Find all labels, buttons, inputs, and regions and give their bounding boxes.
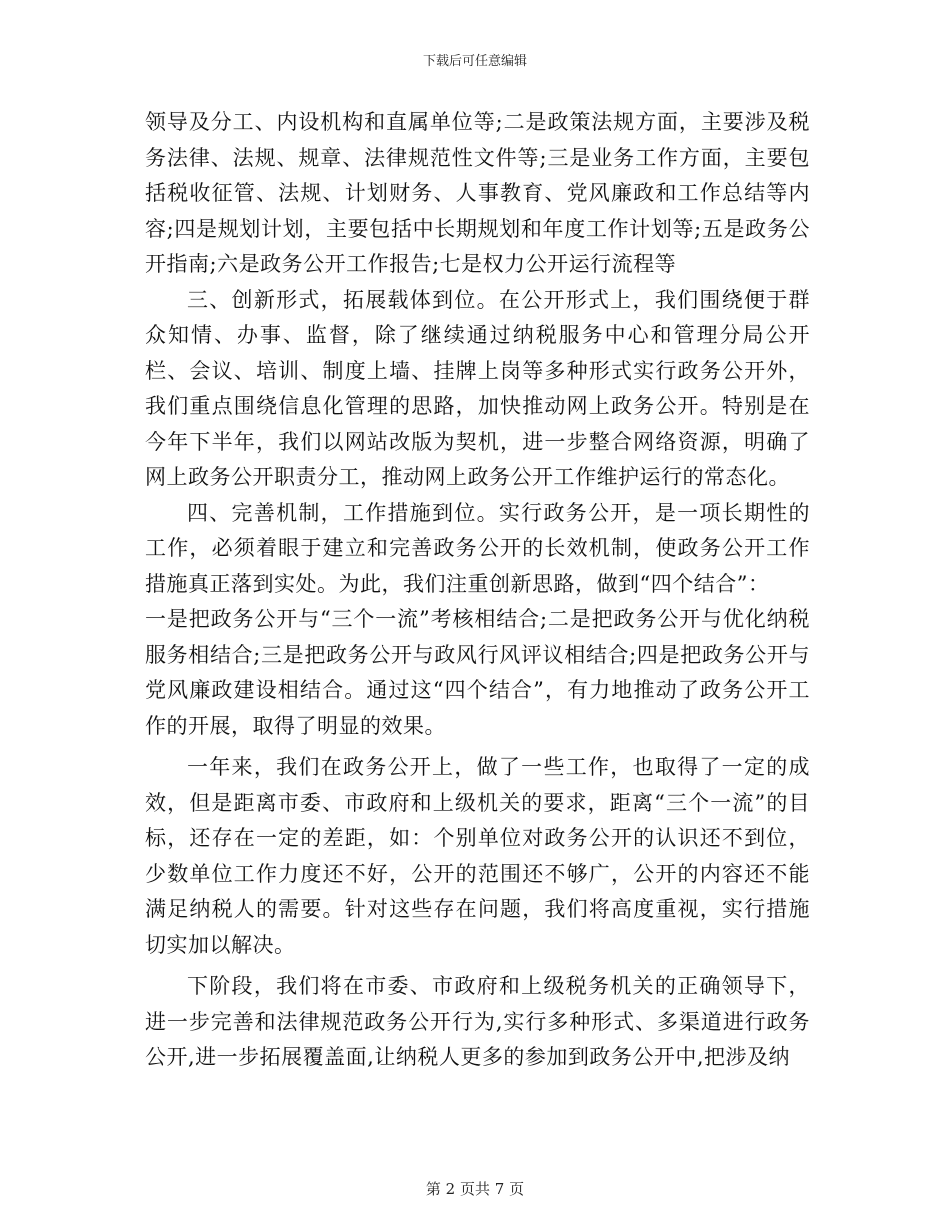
document-body [145, 105, 810, 1076]
paragraph-innovate-forms: 三、创新形式，拓展载体到位。在公开形式上，我们围绕便于群众知情、办事、监督，除了继续通过纳税服务中心和管理分局公开栏、会议、培训、制度上墙、挂牌上岗等多种形式实行政务公开外，我们重点围绕信息化管理的思路，加快推动网上政务公开。特别是在今年下半年，我们以网站改版为契机，进一步整合网络资源，明确了网上政务公开职责分工，推动网上政务公开工作维护运行的常态化。 [145, 287, 810, 489]
paragraph-next-stage: 下阶段，我们将在市委、市政府和上级税务机关的正确领导下，进一步完善和法律规范政务公开行为,实行多种形式、多渠道进行政务公开,进一步拓展覆盖面,让纳税人更多的参加到政务公开中,把涉及纳 [145, 974, 810, 1069]
page-header-note: 下载后可任意编辑 [422, 54, 527, 69]
paragraph-content-list-continued: 领导及分工、内设机构和直属单位等;二是政策法规方面，主要涉及税务法律、法规、规章、法律规范性文件等;三是业务工作方面，主要包括税收征管、法规、计划财务、人事教育、党风廉政和工作总结等内容;四是规划计划，主要包括中长期规划和年度工作计划等;五是政务公开指南;六是政务公开工作报告;七是权力公开运行流程等 [145, 110, 810, 276]
page-number: 第 2 页共 7 页 [425, 1180, 525, 1198]
paragraph-four-combinations: 一是把政务公开与“三个一流”考核相结合;二是把政务公开与优化纳税服务相结合;三是把政务公开与政风行风评议相结合;四是把政务公开与党风廉政建设相结合。通过这“四个结合”，有力地推动了政务公开工作的开展，取得了明显的效果。 [145, 607, 810, 738]
paragraph-improve-mechanism: 四、完善机制，工作措施到位。实行政务公开，是一项长期性的工作，必须着眼于建立和完善政务公开的长效机制，使政务公开工作措施真正落到实处。为此，我们注重创新思路，做到“四个结合”： [145, 500, 810, 596]
paragraph-year-review: 一年来，我们在政务公开上，做了一些工作，也取得了一定的成效，但是距离市委、市政府和上级机关的要求，距离“三个一流”的目标，还存在一定的差距，如：个别单位对政务公开的认识还不到位，少数单位工作力度还不好，公开的范围还不够广，公开的内容还不能满足纳税人的需要。针对这些存在问题，我们将高度重视，实行措施切实加以解决。 [145, 755, 810, 957]
